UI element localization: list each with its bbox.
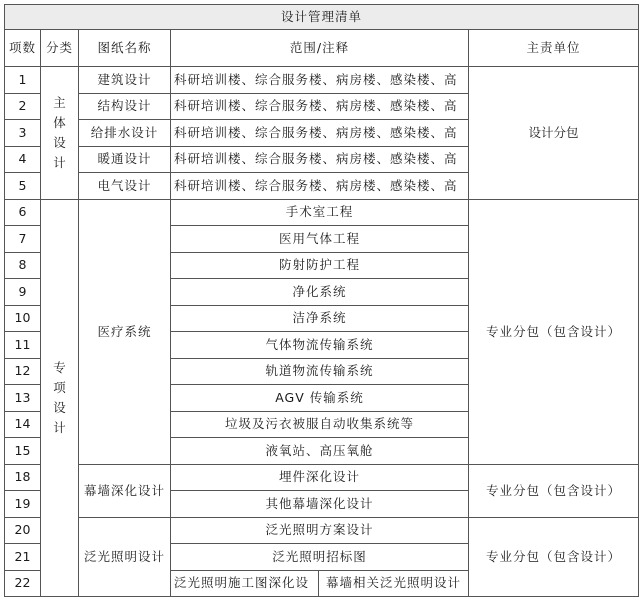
row-no: 15 <box>5 438 41 465</box>
scope-cell: 净化系统 <box>171 279 469 306</box>
table-row <box>5 199 639 226</box>
table-row <box>5 67 639 94</box>
drawing-medical: 医疗系统 <box>79 199 171 464</box>
row-no: 3 <box>5 120 41 147</box>
row-no: 11 <box>5 332 41 359</box>
design-management-list <box>4 4 638 597</box>
header-unit: 主责单位 <box>469 30 639 67</box>
scope-cell: 洁净系统 <box>171 305 469 332</box>
drawing-name: 结构设计 <box>79 93 171 120</box>
scope-cell: AGV 传输系统 <box>171 385 469 412</box>
row-no: 7 <box>5 226 41 253</box>
scope-cell: 泛光照明方案设计 <box>171 517 469 544</box>
unit-flood: 专业分包（包含设计） <box>469 517 639 597</box>
scope-cell-right: 幕墙相关泛光照明设计 <box>319 570 469 597</box>
design-table <box>4 4 639 597</box>
unit-curtain: 专业分包（包含设计） <box>469 464 639 517</box>
row-no: 19 <box>5 491 41 518</box>
title-row <box>5 5 639 30</box>
drawing-name: 电气设计 <box>79 173 171 200</box>
row-no: 22 <box>5 570 41 597</box>
drawing-name: 暖通设计 <box>79 146 171 173</box>
scope-cell: 科研培训楼、综合服务楼、病房楼、感染楼、高 <box>171 67 469 94</box>
header-category: 分类 <box>41 30 79 67</box>
row-no: 13 <box>5 385 41 412</box>
header-drawing: 图纸名称 <box>79 30 171 67</box>
row-no: 20 <box>5 517 41 544</box>
table-row <box>5 464 639 491</box>
row-no: 18 <box>5 464 41 491</box>
drawing-name: 建筑设计 <box>79 67 171 94</box>
scope-cell: 垃圾及污衣被服自动收集系统等 <box>171 411 469 438</box>
header-no: 项数 <box>5 30 41 67</box>
category-special: 专项设计 <box>41 199 79 597</box>
header-row <box>5 30 639 67</box>
scope-cell: 气体物流传输系统 <box>171 332 469 359</box>
row-no: 5 <box>5 173 41 200</box>
drawing-name: 给排水设计 <box>79 120 171 147</box>
table-title: 设计管理清单 <box>5 5 639 30</box>
row-no: 10 <box>5 305 41 332</box>
scope-cell: 其他幕墙深化设计 <box>171 491 469 518</box>
drawing-curtain: 幕墙深化设计 <box>79 464 171 517</box>
scope-cell: 轨道物流传输系统 <box>171 358 469 385</box>
scope-cell: 防射防护工程 <box>171 252 469 279</box>
row-no: 4 <box>5 146 41 173</box>
scope-cell: 科研培训楼、综合服务楼、病房楼、感染楼、高 <box>171 173 469 200</box>
category-main: 主体设计 <box>41 67 79 200</box>
scope-cell: 科研培训楼、综合服务楼、病房楼、感染楼、高 <box>171 120 469 147</box>
scope-cell: 科研培训楼、综合服务楼、病房楼、感染楼、高 <box>171 93 469 120</box>
row-no: 12 <box>5 358 41 385</box>
scope-cell: 医用气体工程 <box>171 226 469 253</box>
row-no: 8 <box>5 252 41 279</box>
row-no: 14 <box>5 411 41 438</box>
row-no: 2 <box>5 93 41 120</box>
scope-cell: 手术室工程 <box>171 199 469 226</box>
table-row <box>5 517 639 544</box>
header-scope: 范围/注释 <box>171 30 469 67</box>
scope-cell-left: 泛光照明施工图深化设 <box>171 570 319 597</box>
drawing-flood: 泛光照明设计 <box>79 517 171 597</box>
scope-cell: 液氧站、高压氧舱 <box>171 438 469 465</box>
scope-cell: 埋件深化设计 <box>171 464 469 491</box>
unit-medical: 专业分包（包含设计） <box>469 199 639 464</box>
scope-cell: 泛光照明招标图 <box>171 544 469 571</box>
unit-main: 设计分包 <box>469 67 639 200</box>
row-no: 1 <box>5 67 41 94</box>
row-no: 21 <box>5 544 41 571</box>
row-no: 9 <box>5 279 41 306</box>
scope-cell: 科研培训楼、综合服务楼、病房楼、感染楼、高 <box>171 146 469 173</box>
row-no: 6 <box>5 199 41 226</box>
